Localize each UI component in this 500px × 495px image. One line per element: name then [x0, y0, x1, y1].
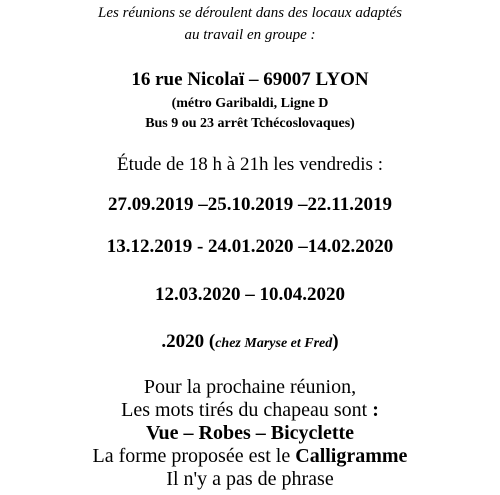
form-name: Calligramme	[295, 445, 408, 467]
address-metro: (métro Garibaldi, Ligne D	[171, 96, 329, 111]
form-line	[0, 446, 500, 466]
dates-row-2: 13.12.2019 - 24.01.2020 –14.02.2020	[106, 236, 394, 257]
next-meeting-words-intro: Les mots tirés du chapeau sont	[121, 399, 373, 421]
no-sentence-line: Il n'y a pas de phrase	[166, 468, 334, 490]
extra-close: )	[332, 331, 339, 352]
form-intro: La forme proposée est le	[92, 445, 296, 467]
drawn-words: Vue – Robes – Bicyclette	[145, 422, 355, 444]
schedule-heading: Étude de 18 h à 21h les vendredis :	[117, 154, 383, 175]
extra-date: .2020 (	[161, 331, 216, 352]
next-meeting-line-1: Pour la prochaine réunion,	[143, 376, 357, 398]
extra-date-line	[0, 332, 500, 351]
intro-line-2: au travail en groupe :	[184, 27, 316, 43]
next-meeting-colon: :	[372, 399, 379, 421]
address-street: 16 rue Nicolaï – 69007 LYON	[131, 69, 369, 90]
dates-row-1: 27.09.2019 –25.10.2019 –22.11.2019	[108, 194, 392, 215]
intro-line-1: Les réunions se déroulent dans des locaux adaptés	[98, 5, 402, 21]
extra-host: chez Maryse et Fred	[215, 336, 333, 351]
next-meeting-line-2	[0, 400, 500, 420]
address-bus: Bus 9 ou 23 arrêt Tchécoslovaques)	[145, 116, 355, 131]
dates-row-3: 12.03.2020 – 10.04.2020	[155, 284, 345, 305]
